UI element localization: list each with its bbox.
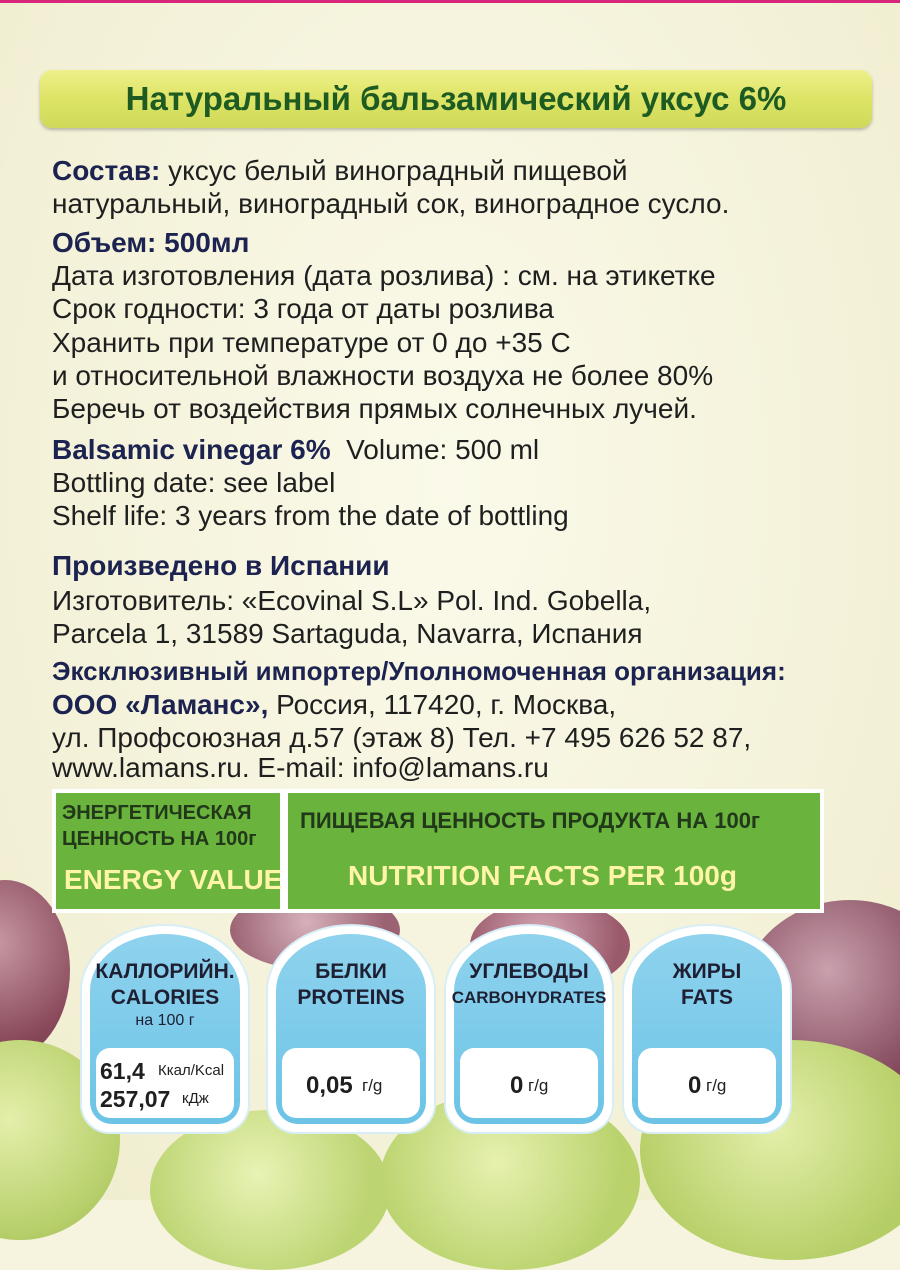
fats-value: 0 <box>688 1072 702 1099</box>
carbs-en: CARBOHYDRATES <box>451 988 607 1007</box>
calories-ru: КАЛЛОРИЙН. <box>95 960 235 983</box>
english-name-line <box>52 433 539 466</box>
kj-unit: кДж <box>182 1090 209 1107</box>
storage-line-2: и относительной влажности воздуха не более 80% <box>52 360 714 391</box>
composition-line-2: натуральный, виноградный сок, виноградное сусло. <box>52 188 730 219</box>
composition-line-1 <box>52 154 628 187</box>
product-title: Натуральный бальзамический уксус 6% <box>125 80 787 117</box>
carbs-badge <box>446 926 612 1132</box>
fats-ru: ЖИРЫ <box>672 960 742 983</box>
importer-web: www.lamans.ru. E-mail: info@lamans.ru <box>52 752 549 783</box>
carbs-ru: УГЛЕВОДЫ <box>469 960 589 983</box>
calories-per: на 100 г <box>135 1012 195 1029</box>
top-stripe <box>0 0 900 3</box>
energy-en: ENERGY VALUE <box>64 864 283 895</box>
english-volume: Volume: 500 ml <box>346 434 540 465</box>
storage-line-1: Хранить при температуре от 0 до +35 С <box>52 327 571 358</box>
importer-address: ул. Профсоюзная д.57 (этаж 8) Тел. +7 495 626 52 87, <box>52 722 752 753</box>
kj-value: 257,07 <box>100 1086 171 1112</box>
importer-heading: Эксклюзивный импортер/Уполномоченная организация: <box>52 656 786 686</box>
kcal-unit: Ккал/Kcal <box>158 1062 225 1079</box>
shelf-life-ru: Срок годности: 3 года от даты розлива <box>52 293 554 324</box>
calories-badge <box>82 926 248 1132</box>
facts-ru: ПИЩЕВАЯ ЦЕННОСТЬ ПРОДУКТА НА 100г <box>300 808 761 833</box>
facts-en: NUTRITION FACTS PER 100g <box>348 860 737 891</box>
fats-en: FATS <box>680 986 734 1009</box>
fats-unit: г/g <box>706 1076 727 1095</box>
proteins-unit: г/g <box>362 1076 383 1095</box>
energy-ru-line-2: ЦЕННОСТЬ НА 100г <box>62 828 257 850</box>
english-bottling: Bottling date: see label <box>52 467 336 498</box>
carbs-unit: г/g <box>528 1076 549 1095</box>
storage-line-3: Беречь от воздействия прямых солнечных лучей. <box>52 393 697 424</box>
proteins-badge <box>268 926 434 1132</box>
importer-city: Россия, 117420, г. Москва, <box>268 689 617 720</box>
manufacture-date: Дата изготовления (дата розлива) : см. на этикетке <box>52 260 716 291</box>
carbs-value: 0 <box>510 1072 524 1099</box>
importer-company-line <box>52 688 616 721</box>
manufacturer-line-1: Изготовитель: «Ecovinal S.L» Pol. Ind. Gobella, <box>52 585 652 616</box>
proteins-value: 0,05 <box>306 1072 353 1099</box>
manufacturer-line-2: Parcela 1, 31589 Sartaguda, Navarra, Испания <box>52 618 643 649</box>
proteins-ru: БЕЛКИ <box>315 960 387 983</box>
proteins-en: PROTEINS <box>297 986 405 1009</box>
kcal-value: 61,4 <box>100 1058 145 1084</box>
origin: Произведено в Испании <box>52 550 390 581</box>
calories-en: CALORIES <box>110 986 220 1009</box>
fats-badge <box>624 926 790 1132</box>
english-name: Balsamic vinegar 6% <box>52 434 331 465</box>
importer-company: ООО «Ламанс», <box>52 689 269 720</box>
composition-label: Состав: <box>52 155 161 186</box>
energy-ru-line-1: ЭНЕРГЕТИЧЕСКАЯ <box>62 802 252 824</box>
volume-ru: Объем: 500мл <box>52 227 250 258</box>
english-shelf-life: Shelf life: 3 years from the date of bottling <box>52 500 569 531</box>
composition-text-1: уксус белый виноградный пищевой <box>160 155 628 186</box>
grape-decoration <box>150 1110 390 1270</box>
